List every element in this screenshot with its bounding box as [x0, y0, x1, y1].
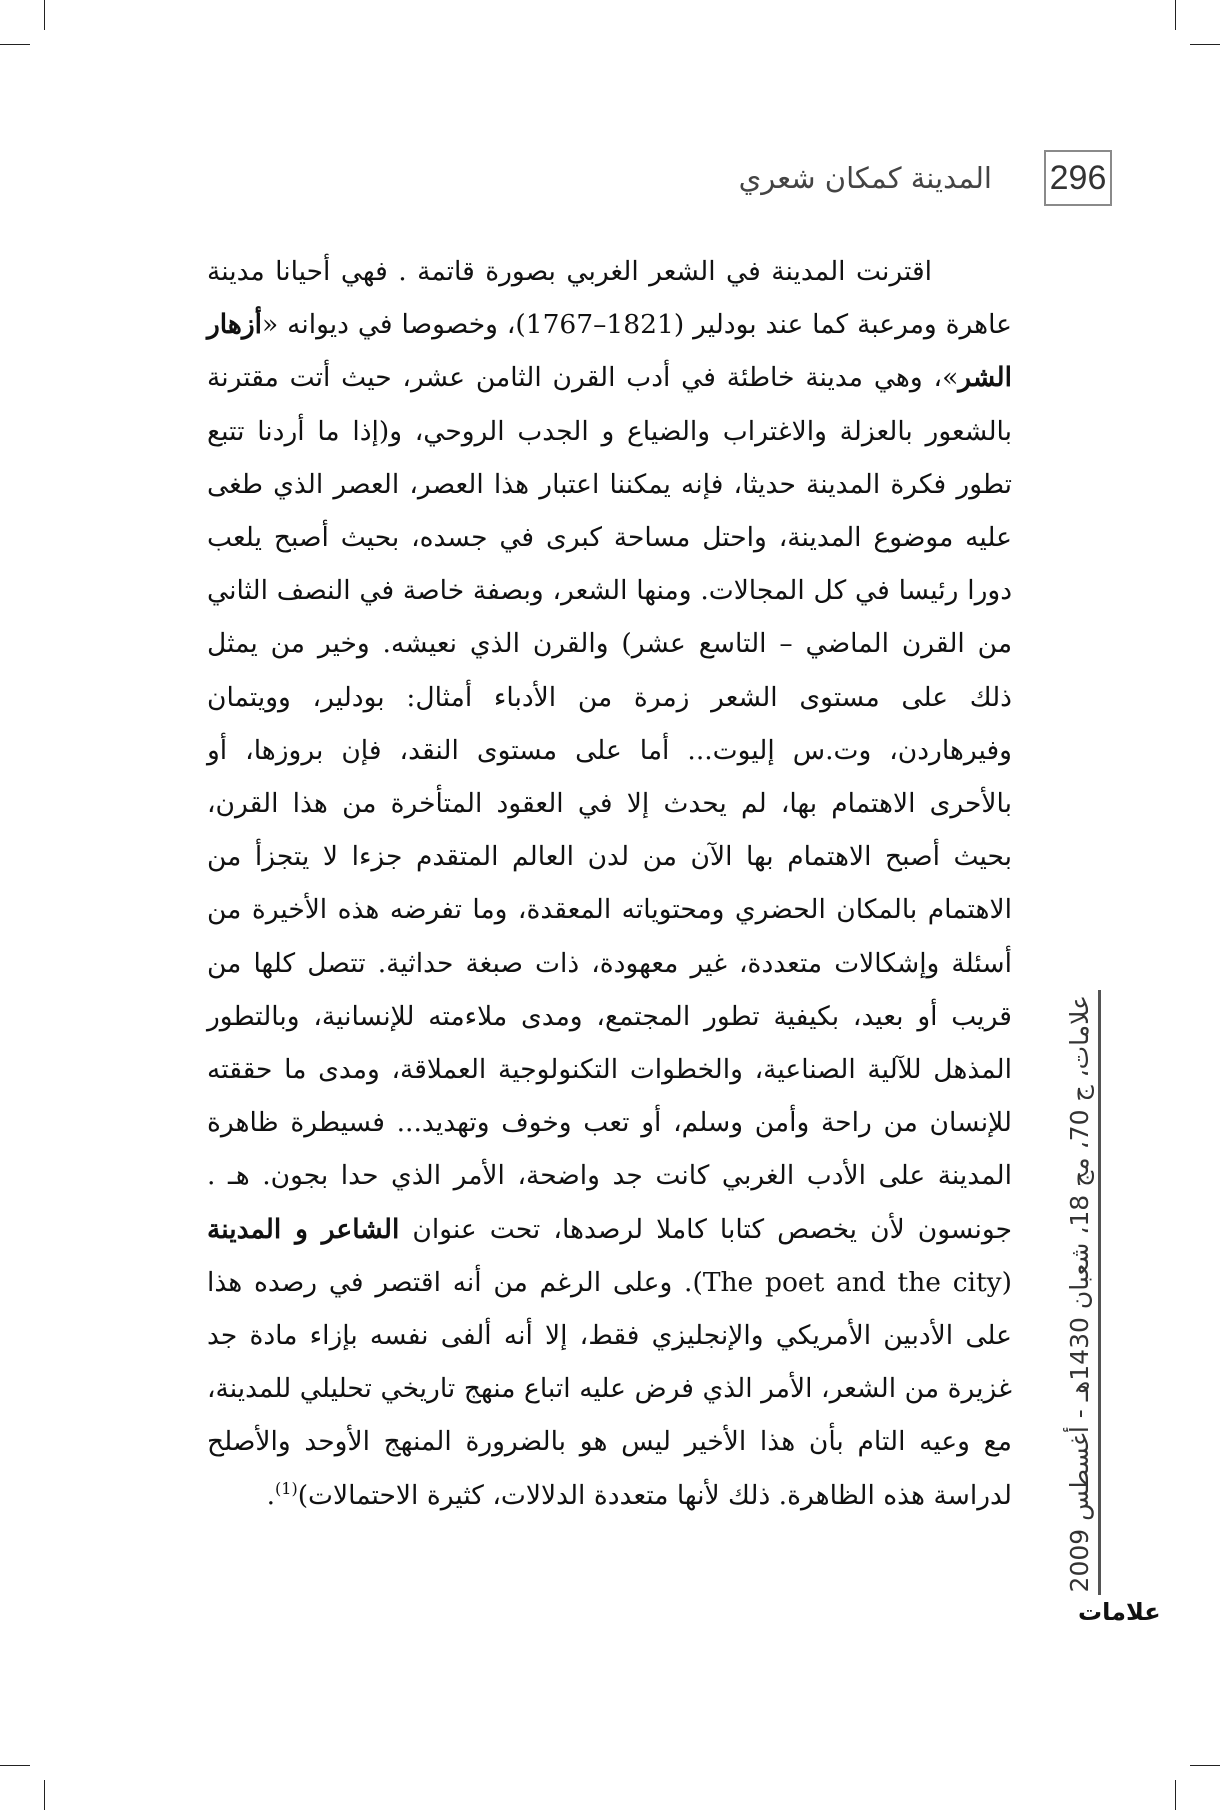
text-line: تاريخي تحليلي للمدينة، مع وعيه التام بأن هذا الأخير ليس هو بالضرورة المنهج [207, 1373, 1012, 1458]
text-line: ملاءمته للإنسانية، وبالتطور المذهل للآلية الصناعية، والخطوات التكنولوجية [207, 1000, 1012, 1086]
english-title: The poet and the city [702, 1266, 1002, 1298]
text-line: نفسه بإزاء مادة جد غزيرة من الشعر، الأمر الذي فرض عليه اتباع منهج [207, 1320, 1012, 1405]
text-line: اقترنت المدينة في الشعر الغربي بصورة قاتمة . فهي أحيانا مدينة عاهرة [207, 256, 1012, 341]
page-header [739, 150, 1112, 206]
text-line: زمرة من الأدباء أمثال: بودلير، وويتمان وفيرهاردن، وت.س إليوت... أما [207, 681, 1012, 766]
journal-logo: علامات [1078, 1598, 1161, 1626]
text-line: العملاقة، ومدى ما حققته للإنسان من راحة وأمن وسلم، أو تعب وخوف [207, 1054, 1012, 1139]
text-line: . [266, 1479, 276, 1511]
journal-info: علامات، ج 70، مج 18، شعبان 1430هـ - أغسطس 2009 [1065, 995, 1094, 1593]
crop-mark [1175, 0, 1176, 30]
crop-mark [0, 1765, 30, 1766]
paragraph: اقترنت المدينة في الشعر الغربي بصورة قاتمة . فهي أحيانا مدينة عاهرة ومرعبة كما عند بودلير (1767–1821)، وخصوصا في ديوانه «أزهار الشر»، وهي مدينة خاطئة في أدب القرن الثامن عشر، حيث أتت مقترنة بالشعور بالعزلة والاغتراب والضياع و الجدب الروحي، و(إذا ما أردنا تتبع تطور فكرة المدينة حديثا، فإنه يمكننا اعتبار هذا العصر، العصر الذي طغى عليه موضوع المدينة، واحتل مساحة كبرى في جسده، بحيث أصبح يلعب دورا رئيسا في كل المجالات. ومنها الشعر، وبصفة خاصة في النصف الثاني من القرن الماضي – التاسع عشر) والقرن الذي نعيشه. وخير من يمثل ذلك على مستوى الشعر زمرة من الأدباء أمثال: بودلير، وويتمان وفيرهاردن، وت.س إليوت... أما على مستوى النقد، فإن بروزها، أو بالأحرى الاهتمام بها، لم يحدث إلا في العقود المتأخرة من هذا القرن، بحيث أصبح الاهتمام بها الآن من لدن العالم المتقدم جزءا لا يتجزأ من الاهتمام بالمكان الحضري ومحتوياته المعقدة، وما تفرضه هذه الأخيرة من أسئلة وإشكالات متعددة، غير معهودة، ذات صبغة حداثية. تتصل كلها من قريب أو بعيد، بكيفية تطور المجتمع، ومدى ملاءمته للإنسانية، وبالتطور المذهل للآلية الصناعية، والخطوات التكنولوجية العملاقة، ومدى ما حققته للإنسان من راحة وأمن وسلم، أو تعب وخوف وتهديد... فسيطرة ظاهرة المدينة على الأدب الغربي كانت جد واضحة، الأمر الذي حدا بجون. هـ . جونسون لأن يخصص كتابا كاملا لرصدها، تحت عنوان الشاعر و المدينة (The poet and the city). وعلى الرغم من أنه اقتصر في رصده هذا على الأدبين الأمريكي والإنجليزي فقط، إلا أنه ألفى نفسه بإزاء مادة جد غزيرة من الشعر، الأمر الذي فرض عليه اتباع منهج تاريخي تحليلي للمدينة، مع وعيه التام بأن هذا الأخير ليس هو بالضرورة المنهج الأوحد والأصلح لدراسة هذه الظاهرة. ذلك لأنها متعددة الدلالات، كثيرة الاحتمالات)$^{(1)}$. [207, 256, 1013, 1511]
page-number: 296 [1044, 150, 1112, 206]
side-rule [1098, 990, 1101, 1595]
text-line: المدينة، واحتل مساحة كبرى في جسده، بحيث أصبح يلعب دورا رئيسا في [207, 522, 1013, 607]
text-line: الأوحد والأصلح لدراسة هذه الظاهرة. ذلك لأنها متعددة الدلالات، كثيرة [207, 1426, 1012, 1511]
text-line: اقتصر في رصده هذا على الأدبين الأمريكي والإنجليزي فقط، إلا أنه ألفى [207, 1266, 1012, 1352]
text-line: وما تفرضه هذه الأخيرة من أسئلة وإشكالات متعددة، غير معهودة، ذات [207, 894, 1012, 979]
crop-mark [1190, 44, 1220, 45]
crop-mark [0, 44, 30, 45]
text-line: ومرعبة كما عند بودلير [684, 309, 937, 341]
text-line: الاحتمالات) [297, 1479, 419, 1511]
book-title: أزهار الشر [207, 309, 1012, 394]
text-line: وهي مدينة خاطئة في أدب القرن الثامن عشر، حيث أتت مقترنة بالشعور [207, 362, 1012, 447]
text-line: وتهديد... فسيطرة ظاهرة المدينة على الأدب الغربي كانت جد واضحة، [207, 1107, 1012, 1192]
text-line: العالم المتقدم جزءا لا يتجزأ من الاهتمام بالمكان الحضري ومحتوياته المعقدة، [207, 841, 1012, 926]
text-line: صبغة حداثية. تتصل كلها من قريب أو بعيد، بكيفية تطور المجتمع، ومدى [207, 947, 1012, 1032]
text-line: الأمر الذي حدا بجون. هـ . جونسون لأن يخصص كتابا كاملا لرصدها، [207, 1160, 1012, 1245]
text-line: بالعزلة والاغتراب والضياع و الجدب الروحي، و(إذا ما أردنا تتبع تطور فكرة [207, 415, 1012, 500]
date-range: (1767–1821) [515, 309, 685, 341]
text-line: المدينة حديثا، فإنه يمكننا اعتبار هذا العصر، العصر الذي طغى عليه موضوع [207, 468, 1012, 554]
footnote-ref: (1) [275, 1478, 298, 1498]
crop-mark [1190, 1765, 1220, 1766]
text-line: »، [933, 362, 959, 394]
text-line: . وعلى الرغم من أنه [452, 1266, 693, 1298]
book-title: الشاعر و المدينة [207, 1213, 400, 1245]
text-line: على مستوى النقد، فإن بروزها، أو بالأحرى الاهتمام بها، لم يحدث إلا [207, 734, 1012, 820]
crop-mark [44, 1780, 45, 1810]
text-line: في العقود المتأخرة من هذا القرن، بحيث أصبح الاهتمام بها الآن من لدن [207, 788, 1013, 873]
body-text [207, 245, 1012, 1522]
text-line: كل المجالات. ومنها الشعر، وبصفة خاصة في النصف الثاني من القرن الماضي [207, 575, 1013, 660]
crop-mark [1175, 1780, 1176, 1810]
running-title: المدينة كمكان شعري [738, 161, 992, 195]
crop-mark [44, 0, 45, 30]
text-line: – التاسع عشر) والقرن الذي نعيشه. وخير من يمثل ذلك على مستوى الشعر [207, 628, 1012, 713]
text-line: تحت عنوان [399, 1213, 541, 1245]
text-line: ، وخصوصا في ديوانه « [262, 309, 516, 341]
